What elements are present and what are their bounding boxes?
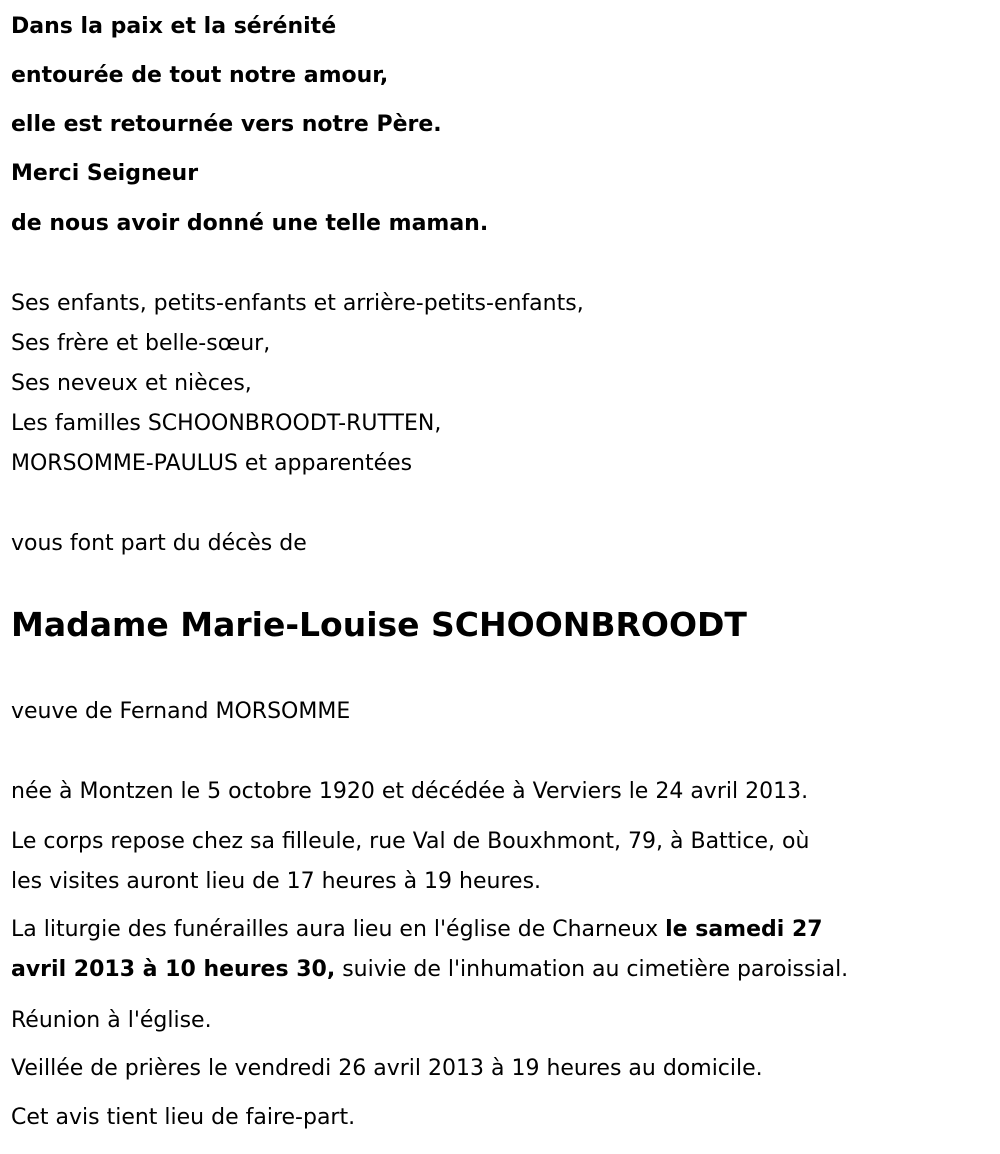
rest-line: les visites auront lieu de 17 heures à 19 heures. [11, 869, 542, 894]
liturgy-text: suivie de l'inhumation au cimetière paroissial. [335, 957, 849, 982]
widow-of: veuve de Fernand MORSOMME [11, 699, 351, 724]
vigil: Veillée de prières le vendredi 26 avril 2013 à 19 heures au domicile. [11, 1056, 763, 1081]
family-line: Les familles SCHOONBROODT-RUTTEN, [11, 411, 442, 436]
liturgy-date: avril 2013 à 10 heures 30, [11, 957, 336, 982]
poem-line: de nous avoir donné une telle maman. [11, 211, 489, 236]
family-line: MORSOMME-PAULUS et apparentées [11, 451, 413, 476]
poem-line: Merci Seigneur [11, 161, 199, 186]
announcement: vous font part du décès de [11, 531, 307, 556]
liturgy-date: le samedi 27 [665, 917, 823, 942]
liturgy-text: La liturgie des funérailles aura lieu en l'église de Charneux [11, 917, 666, 942]
poem-line: Dans la paix et la sérénité [11, 14, 337, 39]
poem-line: entourée de tout notre amour, [11, 63, 389, 88]
rest-line: Le corps repose chez sa filleule, rue Val de Bouxhmont, 79, à Battice, où [11, 829, 810, 854]
liturgy-line [11, 915, 823, 945]
family-line: Ses neveux et nièces, [11, 371, 252, 396]
deceased-name: Madame Marie-Louise SCHOONBROODT [11, 605, 747, 644]
family-line: Ses frère et belle-sœur, [11, 331, 271, 356]
family-line: Ses enfants, petits-enfants et arrière-petits-enfants, [11, 291, 584, 316]
liturgy-line [11, 955, 848, 985]
poem-line: elle est retournée vers notre Père. [11, 112, 442, 137]
notice: Cet avis tient lieu de faire-part. [11, 1105, 356, 1130]
meeting: Réunion à l'église. [11, 1008, 212, 1033]
birth-death: née à Montzen le 5 octobre 1920 et décédée à Verviers le 24 avril 2013. [11, 779, 809, 804]
